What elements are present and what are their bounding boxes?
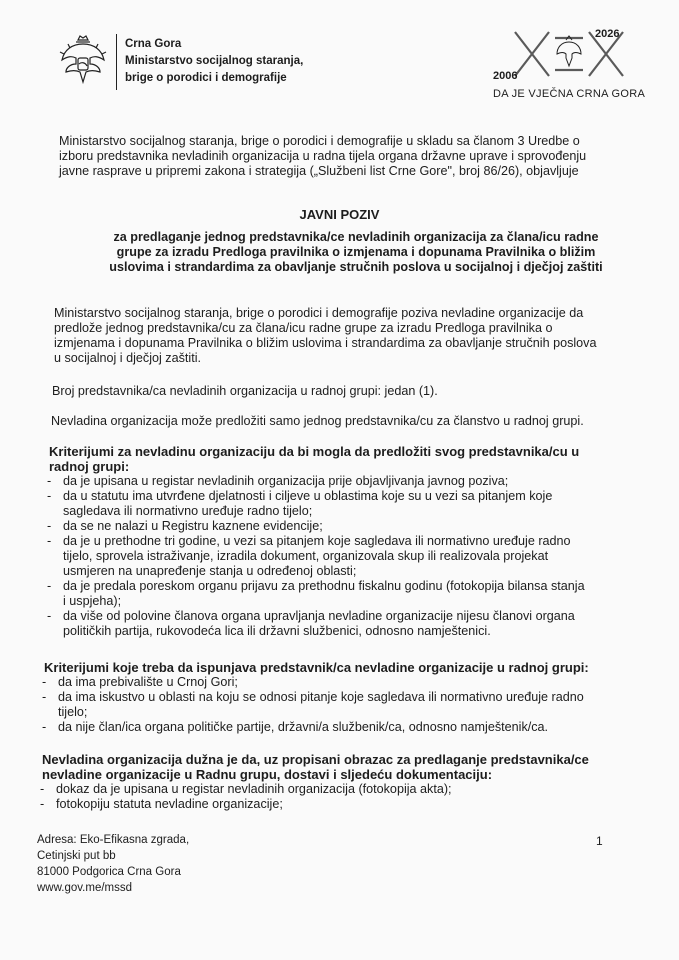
coat-of-arms-icon xyxy=(58,34,108,86)
footer-line-2: Cetinjski put bb xyxy=(37,850,116,862)
page-number: 1 xyxy=(596,834,603,848)
header-divider xyxy=(116,34,117,90)
footer-website-link[interactable]: www.gov.me/mssd xyxy=(37,882,133,894)
intro-line-1: Ministarstvo socijalnog staranja, brige o porodici i demografije u skladu sa članom 3 Uredbe o xyxy=(59,134,580,148)
para1-line-4: u socijalnoj i dječjoj zaštiti. xyxy=(54,351,201,365)
jubilee-year-start: 2006 xyxy=(493,70,518,82)
jubilee-motto: DA JE VJEČNA CRNA GORA xyxy=(493,88,646,100)
section3-heading-line-2: nevladine organizacije u Radnu grupu, dostavi i sljedeću dokumentaciju: xyxy=(42,767,493,782)
section1-heading-line-1: Kriterijumi za nevladinu organizaciju da bi mogla da predložiti svog predstavnika/cu u xyxy=(49,444,580,459)
jubilee-year-end: 2026 xyxy=(595,28,620,40)
subtitle-line-1: za predlaganje jednog predstavnika/ce nevladinih organizacija za člana/icu radne xyxy=(113,230,599,244)
section1-heading-line-2: radnoj grupi: xyxy=(49,459,130,474)
org-country: Crna Gora xyxy=(125,38,182,50)
subtitle-line-2: grupe za izradu Predloga pravilnika o izmjenama i dopunama Pravilnika o bližim xyxy=(116,245,596,259)
intro-line-2: izboru predstavnika nevladinih organizacija u radna tijela organa državne uprave i sprovođenju xyxy=(59,149,587,163)
para1-line-3: izmjenama i dopunama Pravilnika o bližim uslovima i strandardima za obavljanje stručnih poslova xyxy=(54,336,597,350)
footer-line-3: 81000 Podgorica Crna Gora xyxy=(37,866,181,878)
document-page: Crna Gora Ministarstvo socijalnog staranja, brige o porodici i demografije 2026 2006 DA JE VJEČNA CRNA GORA Ministarstvo socijalnog staranja, brige o porodici i demografije u skladu sa članom 3 Uredbe o izboru predstavnika nevladinih organizacija u radna tijela organa državne uprave i sprovođenju javne rasprave u pripremi zakona i strategija („Službeni list Crne Gore", broj 86/26), objavljuje JAVNI POZIV za predlaganje jednog predstavnika/ce nevladinih organizacija za člana/icu radne grupe za izradu Predloga pravilnika o izmjenama i dopunama Pravilnika o bližim uslovima i strandardima za obavljanje stručnih poslova u socijalnoj i dječjoj zaštiti Ministarstvo socijalnog staranja, brige o porodici i demografije poziva nevladine organizacije da predlože jednog predstavnika/cu za člana/icu radne grupe za izradu Predloga pravilnika o izmjenama i dopunama Pravilnika o bližim uslovima i strandardima za obavljanje stručnih poslova u socijalnoj i dječjoj zaštiti. Broj predstavnika/ca nevladinih organizacija u radnoj grupi: jedan (1). Nevladina organizacija može predložiti samo jednog predstavnika/cu za članstvo u radnoj grupi. Kriterijumi za nevladinu organizaciju da bi mogla da predložiti svog predstavnika/cu u radnoj grupi: - da je upisana u registar nevladinih organizacija prije objavljivanja javnog poziva; - da u statutu ima utvrđene djelatnosti i ciljeve u oblastima koje su u vezi sa pitanjem koje sagledava ili normativno uređuje radno tijelo; - da se ne nalazi u Registru kaznene evidencije; - da je u prethodne tri godine, u vezi sa pitanjem koje sagledava ili normativno uređuje radno tijelo, sprovela istraživanje, izradila dokument, organizovala skup ili realizovala projekat usmjeren na unapređenje stanja u određenoj oblasti; - da je predala poreskom organu prijavu za prethodnu fiskalnu godinu (fotokopija bilansa stanja i uspjeha); - da više od polovine članova organa upravljanja nevladine organizacije nijesu članovi organa političkih partija, rukovodeća lica ili državni službenici, odnosno namještenici. Kriterijumi koje treba da ispunjava predstavnik/ca nevladine organizacije u radnoj grupi: - da ima prebivalište u Crnoj Gori; - da ima iskustvo u oblasti na koju se odnosi pitanje koje sagledava ili normativno uređuje radno tijelo; - da nije član/ica organa političke partije, državni/a službenik/ca, odnosno namještenik/ca. Nevladina organizacija dužna je da, uz propisani obrazac za predlaganje predstavnika/ce nevladine organizacije u Radnu grupu, dostavi i sljedeću dokumentaciju: - dokaz da je upisana u registar nevladinih organizacija (fotokopija akta); - fotokopiju statuta nevladine organizacije; Adresa: Eko-Efikasna zgrada, Cetinjski put bb 81000 Podgorica Crna Gora www.gov.me/mssd 1 xyxy=(0,0,679,960)
subtitle-line-3: uslovima i strandardima za obavljanje stručnih poslova u socijalnoj i dječjoj zaštiti xyxy=(109,260,603,274)
intro-line-3: javne rasprave u pripremi zakona i strategija („Službeni list Crne Gore", broj 86/26), objavljuje xyxy=(59,164,579,178)
para1-line-2: predlože jednog predstavnika/cu za člana/icu radne grupe za izradu Predloga pravilnika o xyxy=(54,321,553,335)
org-ministry-line2: brige o porodici i demografije xyxy=(125,72,287,84)
para3: Nevladina organizacija može predložiti samo jednog predstavnika/cu za članstvo u radnoj grupi. xyxy=(51,414,584,428)
jubilee-logo xyxy=(487,24,647,106)
org-ministry-line1: Ministarstvo socijalnog staranja, xyxy=(125,55,304,67)
para2: Broj predstavnika/ca nevladinih organizacija u radnoj grupi: jedan (1). xyxy=(52,384,438,398)
para1-line-1: Ministarstvo socijalnog staranja, brige o porodici i demografije poziva nevladine organizacije da xyxy=(54,306,584,320)
organization-name xyxy=(125,36,303,87)
footer-line-1: Adresa: Eko-Efikasna zgrada, xyxy=(37,834,190,846)
section2-heading: Kriterijumi koje treba da ispunjava predstavnik/ca nevladine organizacije u radnoj grupi: xyxy=(44,660,589,675)
document-title: JAVNI POZIV xyxy=(299,207,380,222)
section3-heading-line-1: Nevladina organizacija dužna je da, uz propisani obrazac za predlaganje predstavnika/ce xyxy=(42,752,589,767)
footer-address xyxy=(37,832,189,896)
